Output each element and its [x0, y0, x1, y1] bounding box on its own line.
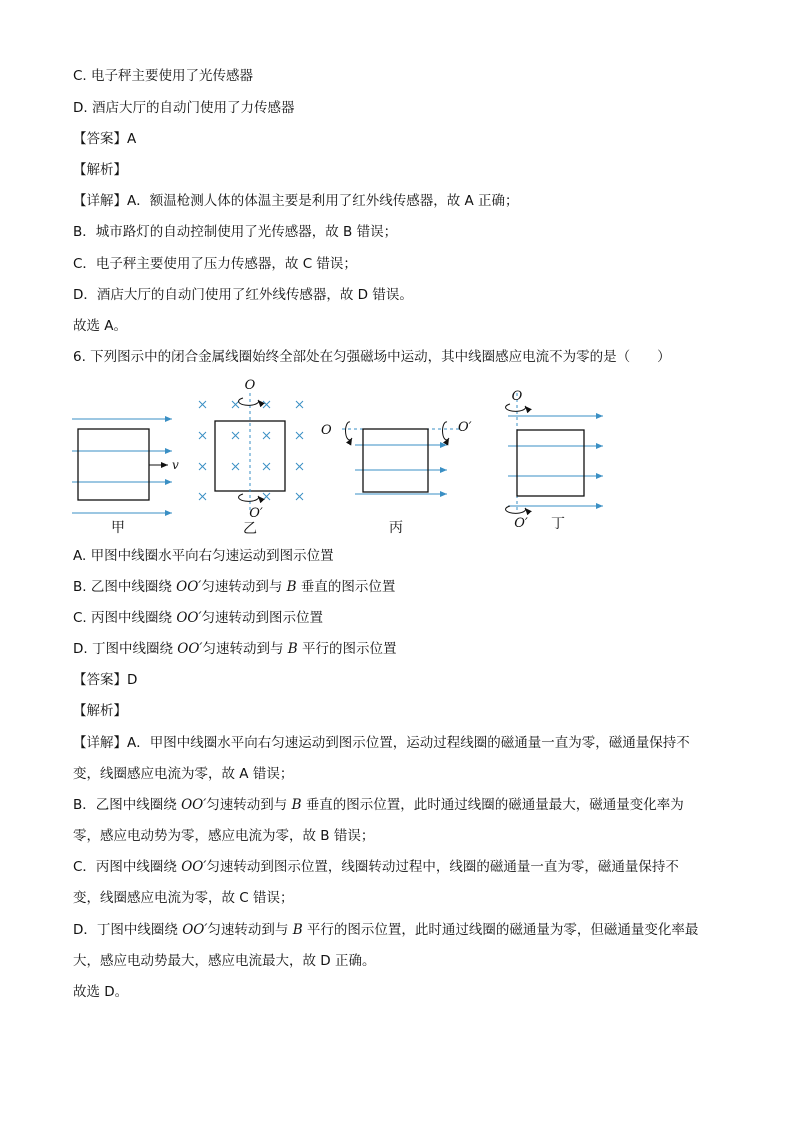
q6-detail-line-5 — [73, 857, 679, 877]
text-segment: D．丁图中线圈绕 — [73, 922, 183, 938]
text-segment: 匀速转动到与 — [207, 922, 293, 938]
text-segment: 垂直的图示位置，此时通过线圈的磁通量最大，磁通量变化率为 — [301, 797, 684, 813]
text-segment: 垂直的图示位置 — [296, 579, 396, 595]
text-segment: 平行的图示位置 — [297, 641, 397, 657]
diagram-ding — [506, 389, 603, 532]
q5-answer: 【答案】A — [73, 131, 137, 147]
text-segment: 匀速转动到与 — [201, 579, 287, 595]
q5-analysis-label: 【解析】 — [73, 162, 127, 178]
q6-stem: 6. 下列图示中的闭合金属线圈始终全部处在匀强磁场中运动，其中线圈感应电流不为零的是（ ） — [73, 349, 671, 365]
axis-symbol: OO′ — [182, 922, 208, 938]
field-symbol: B — [287, 641, 298, 657]
q6-option-b — [73, 577, 395, 597]
q5-conclusion: 故选 A。 — [73, 318, 128, 334]
field-symbol: B — [286, 579, 297, 595]
q6-analysis-label: 【解析】 — [73, 703, 127, 719]
label-yi: 乙 — [243, 521, 257, 537]
axis-o-prime-label: O′ — [249, 506, 263, 521]
label-ding: 丁 — [551, 516, 565, 532]
text-segment: B. 乙图中线圈绕 — [73, 579, 177, 595]
diagram-yi — [199, 378, 303, 537]
q6-conclusion: 故选 D。 — [73, 984, 129, 1000]
q5-detail-a: 【详解】A．额温枪测人体的体温主要是利用了红外线传感器，故 A 正确； — [73, 193, 519, 209]
q5-option-d: D. 酒店大厅的自动门使用了力传感器 — [73, 100, 295, 116]
q6-option-a: A. 甲图中线圈水平向右匀速运动到图示位置 — [73, 548, 334, 564]
axis-o-label: O — [321, 423, 332, 438]
field-symbol: B — [291, 797, 302, 813]
text-segment: C．丙图中线圈绕 — [73, 859, 182, 875]
q6-option-d — [73, 639, 397, 659]
q6-detail-line-8: 大，感应电动势最大，感应电流最大，故 D 正确。 — [73, 953, 376, 969]
text-segment: 匀速转动到与 — [202, 641, 288, 657]
axis-symbol: OO′ — [181, 797, 207, 813]
text-segment: 匀速转动到与 — [206, 797, 292, 813]
q5-detail-b: B．城市路灯的自动控制使用了光传感器，故 B 错误； — [73, 224, 398, 240]
axis-symbol: OO′ — [176, 610, 202, 626]
axis-o-label: O — [244, 378, 256, 393]
q6-detail-line-3 — [73, 795, 684, 815]
q5-detail-d: D．酒店大厅的自动门使用了红外线传感器，故 D 错误。 — [73, 287, 413, 303]
q6-answer: 【答案】D — [73, 672, 138, 688]
axis-o-prime-label: O′ — [514, 516, 528, 531]
axis-symbol: OO′ — [177, 641, 203, 657]
field-symbol: B — [292, 922, 303, 938]
text-segment: 匀速转动到图示位置，线圈转动过程中，线圈的磁通量一直为零，磁通量保持不 — [206, 859, 679, 875]
velocity-label: v — [172, 458, 179, 472]
q6-detail-line-1: 【详解】A．甲图中线圈水平向右匀速运动到图示位置，运动过程线圈的磁通量一直为零，磁通量保持不 — [73, 735, 690, 751]
q5-option-c: C. 电子秤主要使用了光传感器 — [73, 68, 254, 84]
text-segment: B．乙图中线圈绕 — [73, 797, 182, 813]
text-segment: 匀速转动到图示位置 — [201, 610, 324, 626]
text-segment: 平行的图示位置，此时通过线圈的磁通量为零，但磁通量变化率最 — [302, 922, 699, 938]
axis-o-prime-label: O′ — [458, 420, 472, 435]
axis-symbol: OO′ — [181, 859, 207, 875]
q6-detail-line-7 — [73, 920, 698, 940]
text-segment: C. 丙图中线圈绕 — [73, 610, 177, 626]
q5-detail-c: C．电子秤主要使用了压力传感器，故 C 错误； — [73, 256, 357, 272]
q6-detail-line-2: 变，线圈感应电流为零，故 A 错误； — [73, 766, 294, 782]
diagram-jia — [72, 419, 179, 536]
q6-detail-line-4: 零，感应电动势为零，感应电流为零，故 B 错误； — [73, 828, 375, 844]
text-segment: D. 丁图中线圈绕 — [73, 641, 178, 657]
q6-figure — [0, 370, 794, 540]
q6-detail-line-6: 变，线圈感应电流为零，故 C 错误； — [73, 890, 294, 906]
diagram-bing — [321, 420, 472, 536]
q6-option-c — [73, 608, 323, 628]
axis-symbol: OO′ — [176, 579, 202, 595]
label-bing: 丙 — [389, 520, 403, 536]
axis-o-label: O — [511, 389, 523, 404]
label-jia: 甲 — [111, 520, 125, 536]
